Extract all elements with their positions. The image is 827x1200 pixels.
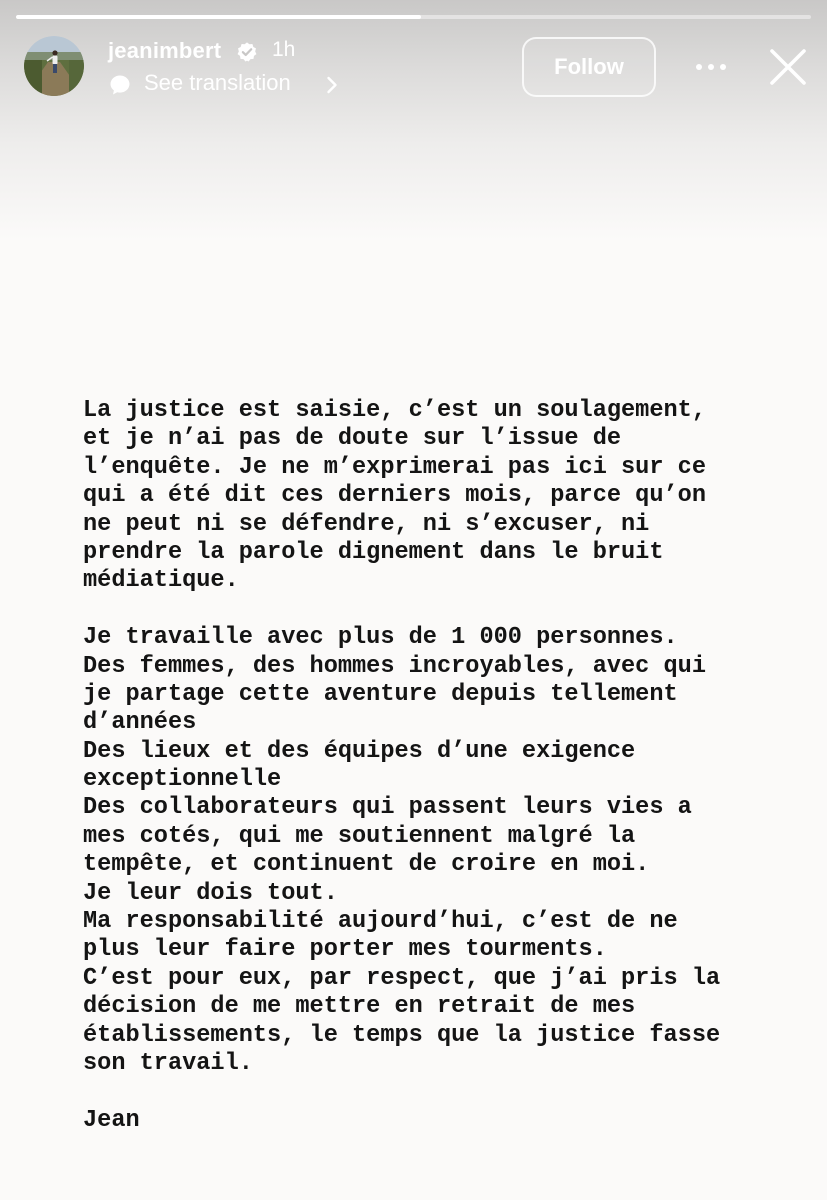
- text-line: plus leur faire porter mes tourments.: [83, 936, 607, 964]
- verified-badge-icon: [236, 41, 258, 63]
- text-line: Ma responsabilité aujourd’hui, c’est de ne: [83, 908, 678, 936]
- text-line: et je n’ai pas de doute sur l’issue de: [83, 425, 622, 453]
- translation-bubble-icon[interactable]: [108, 73, 132, 97]
- text-line: médiatique.: [83, 567, 239, 595]
- close-icon[interactable]: [768, 47, 808, 87]
- text-line: l’enquête. Je ne m’exprimerai pas ici sur ce: [83, 453, 706, 481]
- story-text-body: [83, 397, 783, 1135]
- text-line: tempête, et continuent de croire en moi.: [83, 851, 650, 879]
- see-translation-link[interactable]: See translation: [144, 70, 291, 95]
- text-line: Je travaille avec plus de 1 000 personnes.: [83, 624, 678, 652]
- text-line: ne peut ni se défendre, ni s’excuser, ni: [83, 510, 650, 538]
- text-line: Jean: [83, 1106, 140, 1134]
- text-line: décision de me mettre en retrait de mes: [83, 993, 636, 1021]
- text-line: La justice est saisie, c’est un soulagement,: [83, 397, 706, 424]
- text-line: Des femmes, des hommes incroyables, avec qui: [83, 652, 706, 680]
- text-line: mes cotés, qui me soutiennent malgré la: [83, 822, 636, 850]
- blank-line: [83, 1078, 783, 1106]
- text-line: d’années: [83, 709, 197, 737]
- text-line: C’est pour eux, par respect, que j’ai pris la: [83, 964, 721, 992]
- text-line: Je leur dois tout.: [83, 879, 338, 907]
- text-line: établissements, le temps que la justice fasse: [83, 1021, 721, 1049]
- story-progress-fill: [16, 15, 421, 19]
- text-line: qui a été dit ces derniers mois, parce qu’on: [83, 482, 706, 510]
- username[interactable]: jeanimbert: [108, 38, 222, 63]
- more-options-icon[interactable]: [694, 58, 728, 76]
- header-gradient: [0, 0, 827, 240]
- post-time: 1h: [272, 38, 296, 61]
- chevron-right-icon[interactable]: [326, 76, 338, 94]
- follow-button[interactable]: Follow: [522, 37, 656, 97]
- story-progress-bar: [16, 15, 811, 19]
- text-line: je partage cette aventure depuis tellement: [83, 680, 678, 708]
- avatar[interactable]: [24, 36, 84, 96]
- blank-line: [83, 596, 783, 624]
- text-line: son travail.: [83, 1049, 253, 1077]
- text-line: prendre la parole dignement dans le bruit: [83, 538, 664, 566]
- text-line: Des collaborateurs qui passent leurs vies a: [83, 794, 692, 822]
- text-line: exceptionnelle: [83, 766, 282, 794]
- avatar-photo: [24, 36, 84, 96]
- text-line: Des lieux et des équipes d’une exigence: [83, 737, 636, 765]
